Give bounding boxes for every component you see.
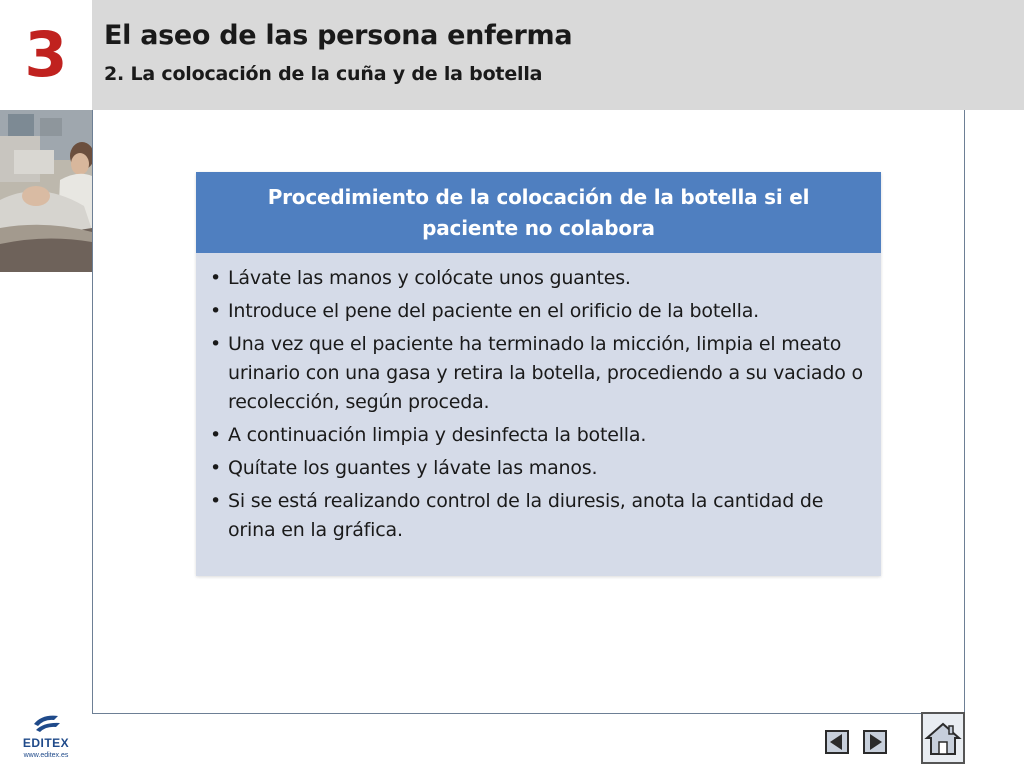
procedure-card-title: Procedimiento de la colocación de la botella si el paciente no colabora (267, 184, 810, 240)
editex-logo-icon (14, 712, 78, 736)
nurse-patient-photo (0, 110, 92, 272)
editex-logo (14, 712, 78, 764)
procedure-step: • Si se está realizando control de la diuresis, anota la cantidad de orina en la gráfica. (210, 487, 870, 545)
next-slide-button[interactable] (863, 730, 887, 754)
chapter-number: 3 (24, 18, 68, 91)
chapter-badge (0, 0, 92, 110)
triangle-left-icon (827, 732, 847, 752)
page-header (92, 0, 1024, 110)
procedure-step: • A continuación limpia y desinfecta la botella. (210, 421, 870, 450)
procedure-step: • Introduce el pene del paciente en el orificio de la botella. (210, 297, 870, 326)
side-photo (0, 110, 92, 272)
editex-url: www.editex.es (23, 752, 69, 759)
page-subtitle: 2. La colocación de la cuña y de la botella (104, 63, 543, 85)
procedure-step: • Una vez que el paciente ha terminado la micción, limpia el meato urinario con una gasa y retira la botella, procediendo a su vaciado o recolección, según proceda. (210, 330, 870, 417)
procedure-steps-list (210, 264, 870, 549)
procedure-step: • Lávate las manos y colócate unos guantes. (210, 264, 870, 293)
house-icon (923, 714, 963, 762)
page-title: El aseo de las persona enferma (104, 20, 573, 51)
home-button[interactable] (921, 712, 965, 764)
procedure-card-header (196, 172, 881, 253)
procedure-card (196, 172, 881, 576)
previous-slide-button[interactable] (825, 730, 849, 754)
editex-logo-text: EDITEX (22, 736, 70, 750)
procedure-step: • Quítate los guantes y lávate las manos. (210, 454, 870, 483)
triangle-right-icon (865, 732, 885, 752)
